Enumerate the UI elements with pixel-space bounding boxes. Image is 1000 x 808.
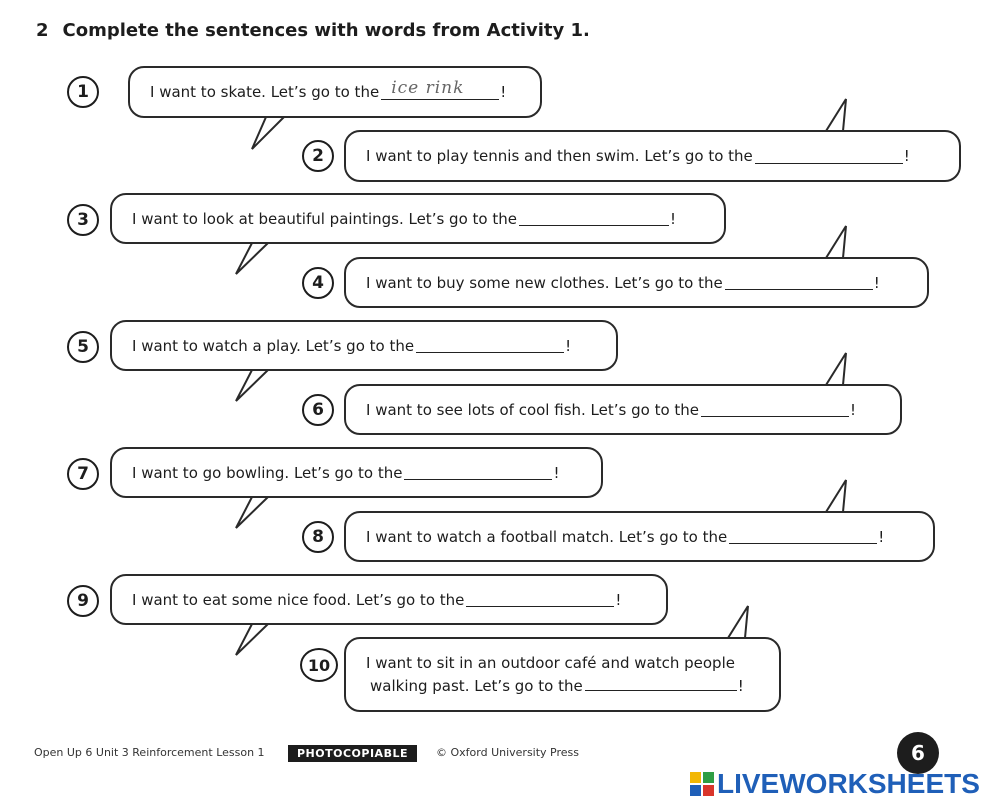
bubble-tail-10 (728, 606, 748, 638)
sentence-2: I want to play tennis and then swim. Let’s go to the (366, 147, 753, 165)
speech-bubble-2: I want to play tennis and then swim. Let’s go to the ! (344, 130, 961, 182)
answer-blank-2[interactable] (755, 149, 903, 164)
item-number-6: 6 (302, 394, 334, 426)
sentence-4: I want to buy some new clothes. Let’s go to the (366, 273, 723, 292)
item-number-10: 10 (300, 648, 338, 682)
footer-copyright: © Oxford University Press (436, 746, 580, 759)
item-number-2: 2 (302, 140, 334, 172)
speech-bubble-4: I want to buy some new clothes. Let’s go to the ! (344, 257, 929, 308)
activity-number: 2 (36, 20, 49, 41)
sentence-9: I want to eat some nice food. Let’s go to the (132, 590, 465, 609)
page-number: 6 (897, 732, 939, 774)
photocopiable-badge: PHOTOCOPIABLE (288, 745, 417, 762)
answer-blank-7[interactable] (404, 465, 552, 480)
footer-source: Open Up 6 Unit 3 Reinforcement Lesson 1 (34, 746, 265, 759)
speech-bubble-6: I want to see lots of cool fish. Let’s go to the ! (344, 384, 902, 435)
bubble-tail-8 (826, 480, 846, 512)
sentence-8: I want to watch a football match. Let’s go to the (366, 527, 728, 546)
answer-blank-3[interactable] (519, 211, 669, 226)
activity-instruction: Complete the sentences with words from Activity 1. (62, 20, 590, 41)
answer-blank-4[interactable] (725, 275, 873, 290)
item-number-8: 8 (302, 521, 334, 553)
speech-bubble-3: I want to look at beautiful paintings. Let’s go to the ! (110, 193, 726, 244)
bubble-tail-3 (236, 243, 268, 274)
sentence-10-line-2: walking past. Let’s go to the (370, 676, 583, 695)
sentence-6: I want to see lots of cool fish. Let’s go to the (366, 400, 700, 419)
bubble-tail-2 (826, 99, 846, 131)
bubble-tail-7 (236, 497, 268, 528)
item-number-4: 4 (302, 267, 334, 299)
sentence-1: I want to skate. Let’s go to the (150, 83, 380, 101)
answer-blank-6[interactable] (701, 402, 849, 417)
bubble-tail-6 (826, 353, 846, 385)
item-number-7: 7 (67, 458, 99, 490)
item-number-9: 9 (67, 585, 99, 617)
liveworksheets-watermark (690, 768, 980, 800)
bubble-tail-1 (252, 117, 284, 149)
liveworksheets-text: LIVEWORKSHEETS (717, 768, 980, 799)
speech-bubble-1: I want to skate. Let’s go to the ice rink ! (128, 66, 542, 118)
answer-blank-1[interactable] (381, 77, 499, 100)
bubble-tail-5 (236, 370, 268, 401)
bubble-tail-4 (826, 226, 846, 258)
sentence-7: I want to go bowling. Let’s go to the (132, 463, 403, 482)
answer-blank-8[interactable] (729, 529, 877, 544)
answer-text-1: ice rink (391, 77, 465, 98)
sentence-10-line-1: I want to sit in an outdoor café and watch people (366, 653, 735, 672)
liveworksheets-logo-icon (690, 772, 714, 796)
speech-bubble-7: I want to go bowling. Let’s go to the ! (110, 447, 603, 498)
speech-bubble-8: I want to watch a football match. Let’s go to the ! (344, 511, 935, 562)
speech-bubble-5: I want to watch a play. Let’s go to the ! (110, 320, 618, 371)
item-number-5: 5 (67, 331, 99, 363)
sentence-3: I want to look at beautiful paintings. Let’s go to the (132, 209, 517, 228)
item-number-1: 1 (67, 76, 99, 108)
answer-blank-5[interactable] (416, 338, 564, 353)
speech-bubble-9: I want to eat some nice food. Let’s go to the ! (110, 574, 668, 625)
bubble-tail-9 (236, 624, 268, 655)
item-number-3: 3 (67, 204, 99, 236)
speech-bubble-10: I want to sit in an outdoor café and watch people walking past. Let’s go to the ! (344, 637, 781, 712)
answer-blank-10[interactable] (585, 676, 737, 691)
sentence-5: I want to watch a play. Let’s go to the (132, 336, 415, 355)
answer-blank-9[interactable] (466, 592, 614, 607)
